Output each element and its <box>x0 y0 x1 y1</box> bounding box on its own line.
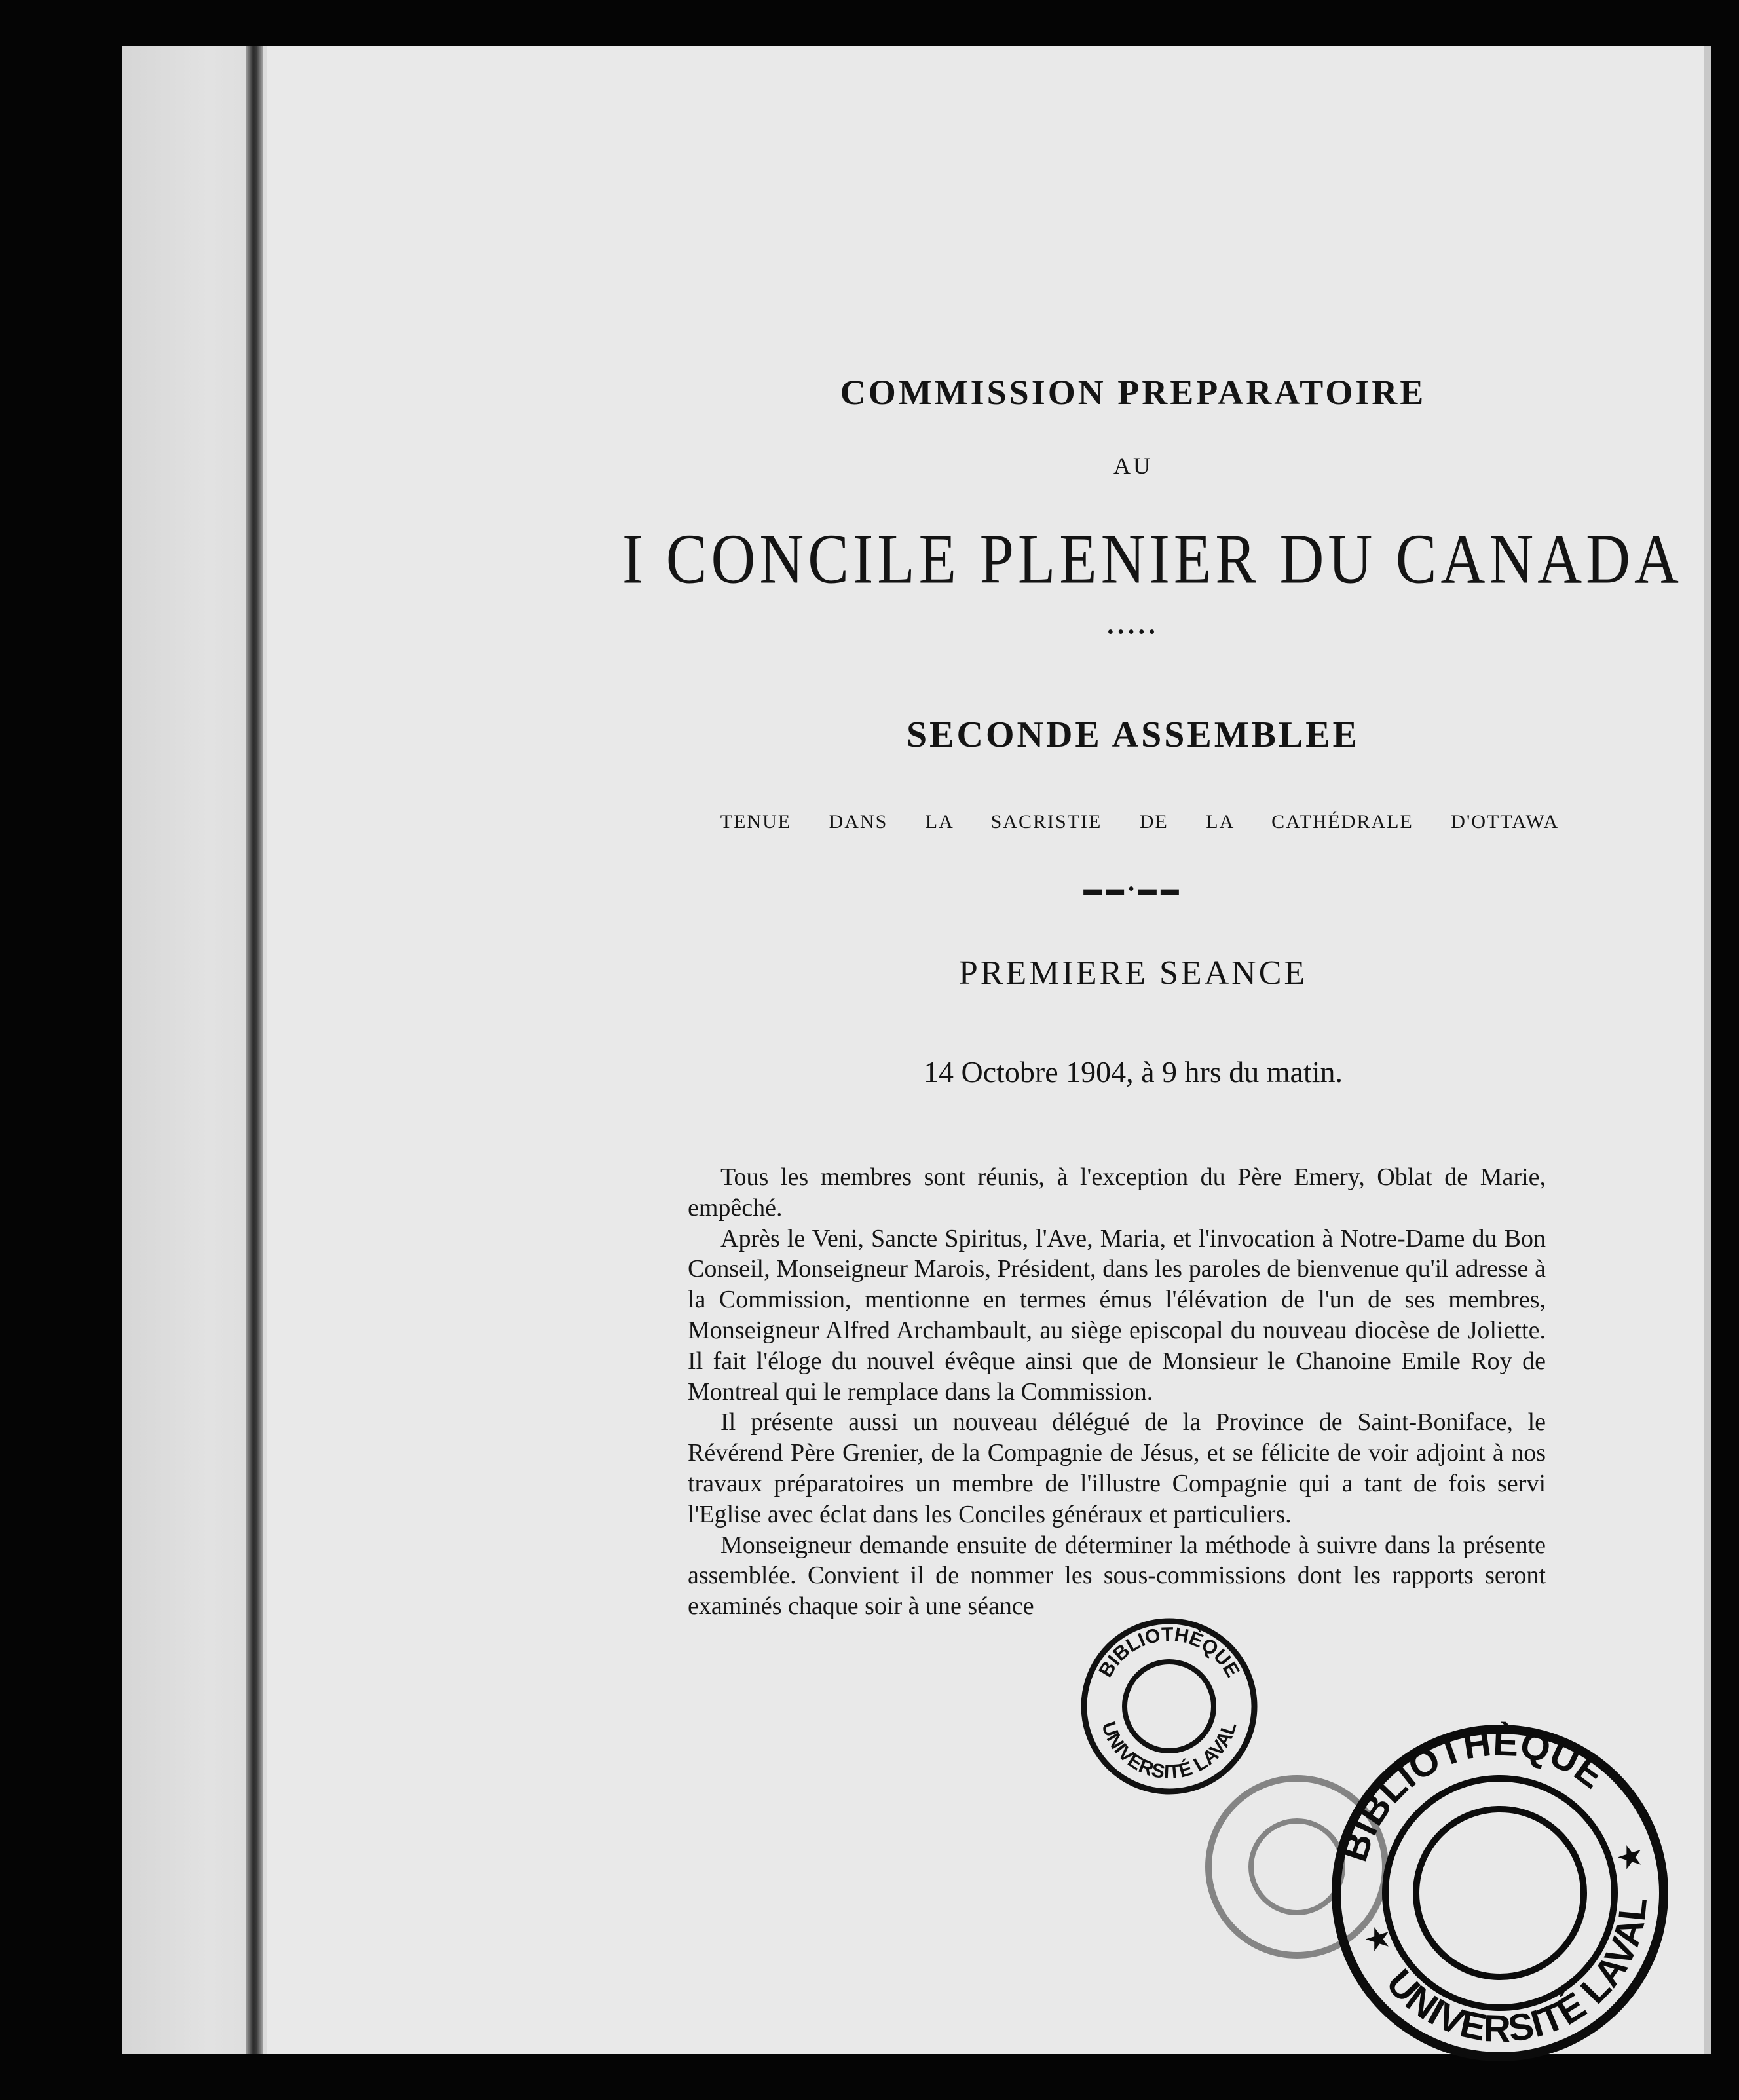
svg-text:UNIVERSITÉ LAVAL: UNIVERSITÉ LAVAL <box>1097 1719 1241 1784</box>
location-line: TENUE DANS LA SACRISTIE DE LA CATHÉDRALE D'OTTAWA <box>720 811 1560 833</box>
svg-text:UNIVERSITÉ LAVAL: UNIVERSITÉ LAVAL <box>1378 1895 1656 2051</box>
ornament-divider-1: ••••• <box>1107 622 1159 643</box>
paragraph: Il présente aussi un nouveau délégué de la Province de Saint-Boniface, le Révérend Père Grenier, de la Compagnie de Jésus, et se félicite de voir adjoint à nos travaux préparatoires un membre de l'illustre Compagnie qui a tant de fois servi l'Eglise avec éclat dans les Conciles généraux et particuliers. <box>688 1408 1546 1528</box>
title-line-2: AU <box>1113 453 1153 479</box>
body-text <box>688 1162 1546 1622</box>
ornament-divider-2: ▬▬•▬▬ <box>1083 879 1183 899</box>
session-date: 14 Octobre 1904, à 9 hrs du matin. <box>923 1055 1343 1089</box>
library-stamp-large <box>1323 1716 1677 2070</box>
page-binding <box>122 46 267 2054</box>
paragraph: Tous les membres sont réunis, à l'exception du Père Emery, Oblat de Marie, empêché. <box>688 1163 1546 1222</box>
binding-fold-line <box>246 46 263 2054</box>
paragraph: Après le Veni, Sancte Spiritus, l'Ave, Maria, et l'invocation à Notre-Dame du Bon Conseil, Monseigneur Marois, Président, dans les paroles de bienvenue qu'il adresse à la Commission, mentionne en termes émus l'élévation de l'un de ses membres, Monseigneur Alfred Archambault, au siège episcopal du nouveau diocèse de Joliette. Il fait l'éloge du nouvel évêque ainsi que de Monsieur le Chanoine Emile Roy de Montreal qui le remplace dans la Commission. <box>688 1224 1546 1406</box>
svg-text:BIBLIOTHÈQUE: BIBLIOTHÈQUE <box>1094 1623 1244 1681</box>
svg-text:★: ★ <box>1358 1917 1398 1961</box>
library-stamp <box>1074 1611 1264 1801</box>
svg-text:BIBLIOTHÈQUE: BIBLIOTHÈQUE <box>1332 1721 1613 1867</box>
paragraph: Monseigneur demande ensuite de déterminer la méthode à suivre dans la présente assemblée. Convient il de nommer les sous-commissions dont les rapports seront examinés chaque soir à une séance <box>688 1531 1546 1621</box>
subtitle: SECONDE ASSEMBLEE <box>907 715 1360 755</box>
title-line-1: COMMISSION PREPARATOIRE <box>840 373 1427 412</box>
title-line-3: I CONCILE PLENIER DU CANADA <box>622 520 1683 599</box>
page-edge <box>1704 46 1711 2054</box>
session-heading: PREMIERE SEANCE <box>958 954 1308 992</box>
svg-text:★: ★ <box>1611 1835 1650 1879</box>
